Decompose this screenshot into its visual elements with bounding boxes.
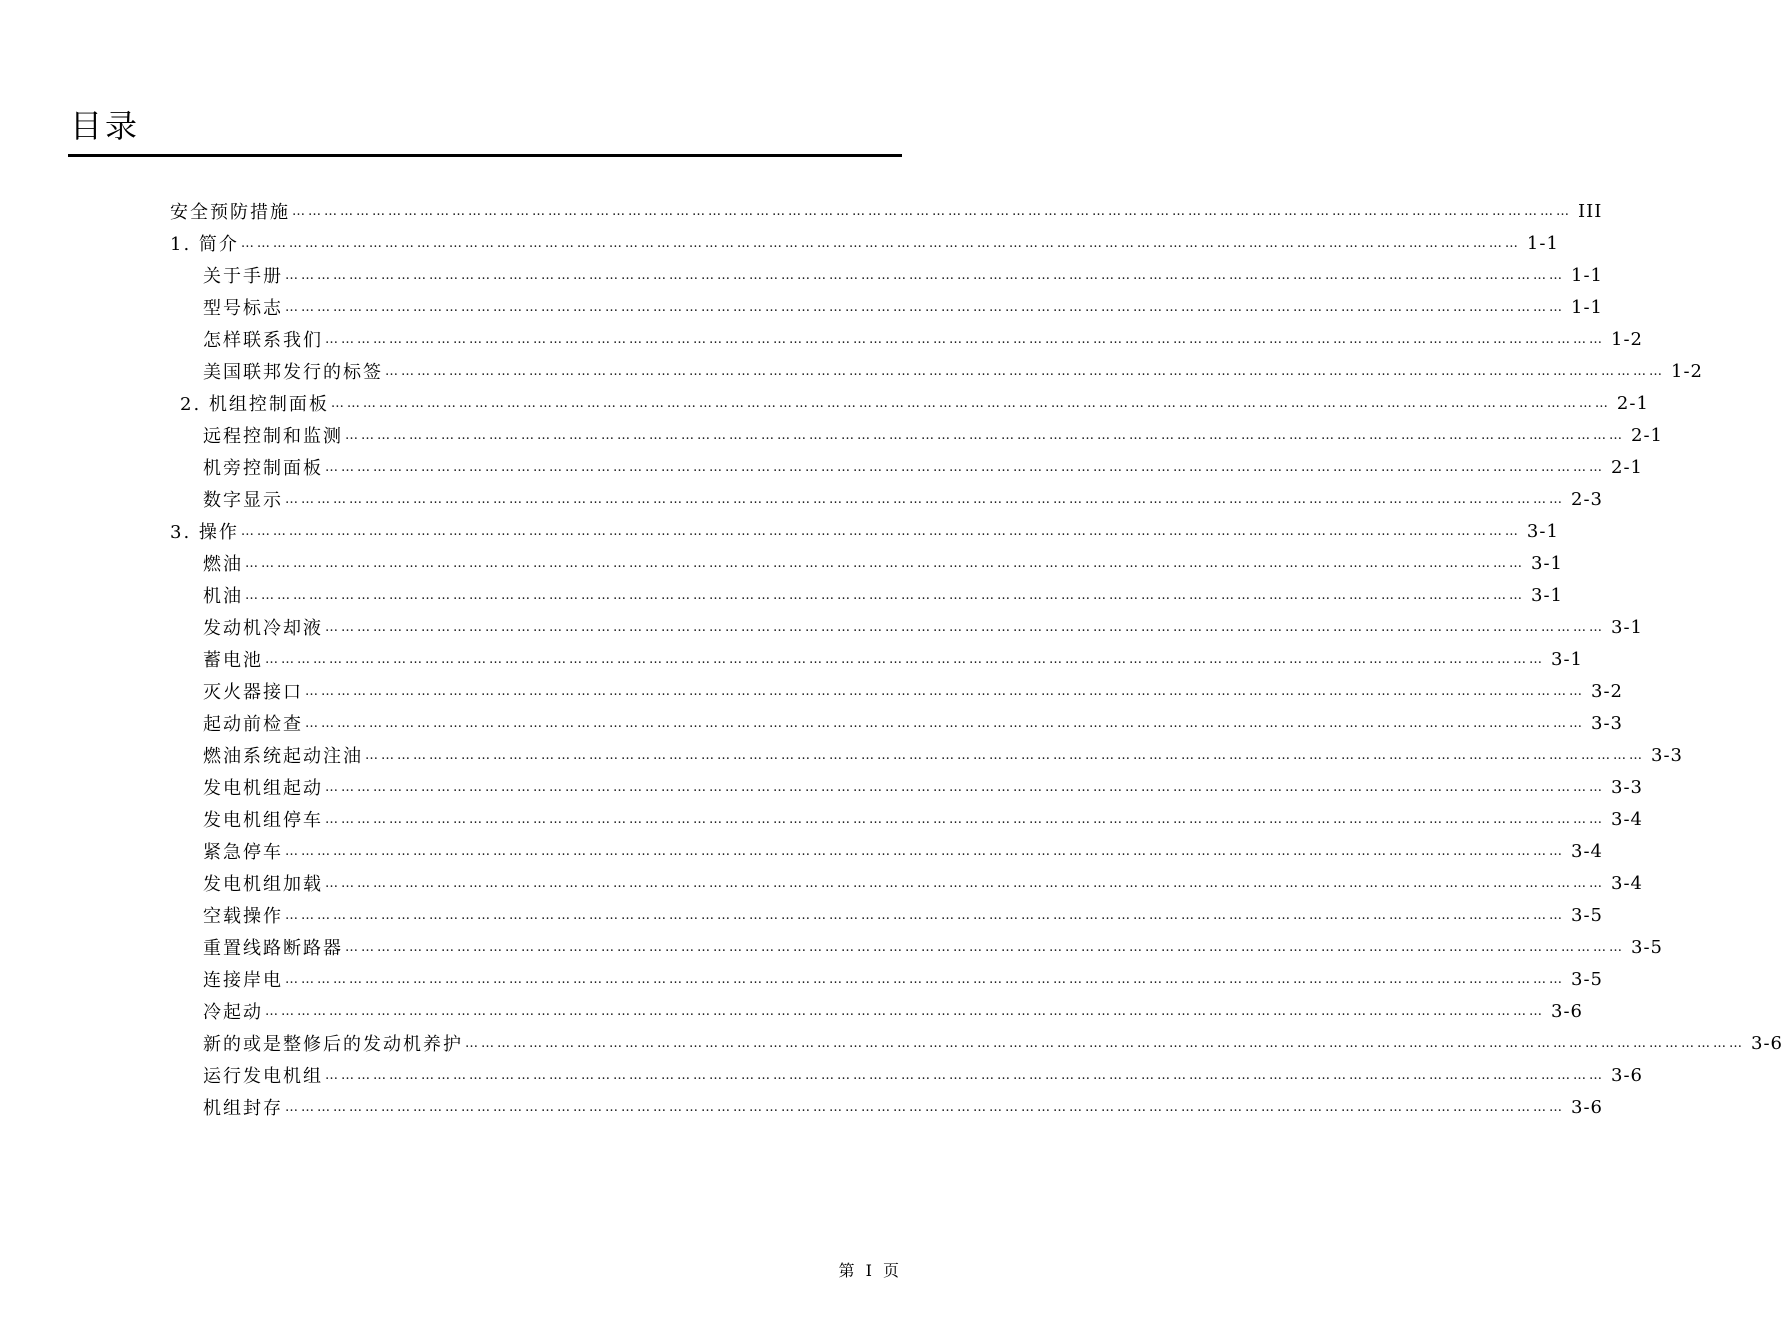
toc-entry[interactable] [203, 581, 1563, 609]
toc-entry-label: 数字显示 [203, 490, 283, 511]
toc-entry-page: 3-3 [1651, 744, 1683, 766]
toc-entry-label: 灭火器接口 [203, 682, 303, 703]
toc-entry[interactable] [170, 517, 1559, 545]
toc-entry[interactable] [203, 613, 1643, 641]
toc-entry-page: 1-2 [1611, 328, 1643, 350]
toc-entry[interactable] [203, 709, 1623, 737]
toc-entry-page: 3-2 [1591, 680, 1623, 702]
toc-dot-leader: …………………………………………………………………………………………………………………………………………………………………………………………………………………… [345, 939, 1625, 955]
toc-entry-page: 3-1 [1531, 552, 1563, 574]
toc-dot-leader: …………………………………………………………………………………………………………………………………………………………………………………………………………………… [285, 907, 1565, 923]
toc-entry-page: 2-1 [1616, 392, 1649, 414]
toc-entry-label: 机组封存 [203, 1098, 283, 1119]
toc-entry-page: 3-4 [1611, 808, 1643, 830]
toc-dot-leader: …………………………………………………………………………………………………………………………………………………………………………………………………………………… [325, 811, 1605, 827]
toc-entry[interactable] [203, 453, 1643, 481]
toc-dot-leader: …………………………………………………………………………………………………………………………………………………………………………………………………………………… [305, 715, 1585, 731]
toc-entry[interactable] [203, 325, 1643, 353]
toc-entry-page: 3-5 [1571, 904, 1603, 926]
toc-entry-label: 发电机组停车 [203, 810, 323, 831]
toc-dot-leader: …………………………………………………………………………………………………………………………………………………………………………………………………………………… [325, 1067, 1605, 1083]
toc-dot-leader: …………………………………………………………………………………………………………………………………………………………………………………………………………………… [240, 235, 1521, 251]
toc-entry-label: 1. 简介 [170, 234, 239, 255]
toc-entry[interactable] [203, 741, 1683, 769]
toc-entry[interactable] [203, 997, 1583, 1025]
toc-entry-label: 3. 操作 [170, 522, 239, 543]
toc-entry-label: 起动前检查 [203, 714, 303, 735]
toc-dot-leader: …………………………………………………………………………………………………………………………………………………………………………………………………………………… [285, 843, 1565, 859]
toc-dot-leader: …………………………………………………………………………………………………………………………………………………………………………………………………………………… [292, 203, 1572, 219]
toc-entry[interactable] [203, 1061, 1643, 1089]
toc-dot-leader: …………………………………………………………………………………………………………………………………………………………………………………………………………………… [265, 651, 1545, 667]
toc-entry-page: 3-1 [1611, 616, 1643, 638]
toc-entry-label: 关于手册 [203, 266, 283, 287]
toc-entry-label: 远程控制和监测 [203, 426, 343, 447]
toc-entry-label: 重置线路断路器 [203, 938, 343, 959]
toc-entry-page: 2-1 [1611, 456, 1643, 478]
title-divider [68, 154, 902, 157]
toc-entry-page: 3-4 [1571, 840, 1603, 862]
toc-dot-leader: …………………………………………………………………………………………………………………………………………………………………………………………………………………… [285, 299, 1565, 315]
toc-entry-page: 1-1 [1571, 296, 1603, 318]
toc-dot-leader: …………………………………………………………………………………………………………………………………………………………………………………………………………………… [325, 459, 1605, 475]
toc-entry[interactable] [203, 293, 1603, 321]
toc-entry-label: 发电机组起动 [203, 778, 323, 799]
toc-dot-leader: …………………………………………………………………………………………………………………………………………………………………………………………………………………… [325, 619, 1605, 635]
toc-entry[interactable] [203, 933, 1663, 961]
toc-entry[interactable] [203, 1093, 1603, 1121]
toc-entry[interactable] [203, 805, 1643, 833]
toc-entry[interactable] [203, 421, 1663, 449]
toc-entry-page: 3-3 [1591, 712, 1623, 734]
toc-entry-label: 蓄电池 [203, 650, 263, 671]
toc-entry-page: 1-1 [1571, 264, 1603, 286]
toc-entry-page: 3-5 [1631, 936, 1663, 958]
toc-entry-label: 空载操作 [203, 906, 283, 927]
toc-dot-leader: …………………………………………………………………………………………………………………………………………………………………………………………………………………… [345, 427, 1625, 443]
toc-dot-leader: …………………………………………………………………………………………………………………………………………………………………………………………………………………… [325, 779, 1605, 795]
toc-entry-label: 型号标志 [203, 298, 283, 319]
toc-entry[interactable] [170, 229, 1559, 257]
toc-entry[interactable] [203, 1029, 1783, 1057]
toc-dot-leader: …………………………………………………………………………………………………………………………………………………………………………………………………………………… [325, 331, 1605, 347]
toc-entry-label: 紧急停车 [203, 842, 283, 863]
toc-entry-page: 3-6 [1751, 1032, 1783, 1054]
toc-entry[interactable] [203, 965, 1603, 993]
toc-dot-leader: …………………………………………………………………………………………………………………………………………………………………………………………………………………… [365, 747, 1645, 763]
toc-entry-label: 发动机冷却液 [203, 618, 323, 639]
toc-dot-leader: …………………………………………………………………………………………………………………………………………………………………………………………………………………… [240, 523, 1521, 539]
toc-entry-label: 机旁控制面板 [203, 458, 323, 479]
page-number: 第 I 页 [838, 1261, 902, 1280]
toc-entry-label: 美国联邦发行的标签 [203, 362, 383, 383]
toc-entry-label: 发电机组加载 [203, 874, 323, 895]
toc-entry-page: 1-1 [1526, 232, 1559, 254]
toc-dot-leader: …………………………………………………………………………………………………………………………………………………………………………………………………………………… [265, 1003, 1545, 1019]
toc-entry-page: 3-1 [1551, 648, 1583, 670]
toc-entry[interactable] [203, 357, 1703, 385]
toc-entry[interactable] [170, 197, 1603, 225]
page-title: 目录 [70, 107, 141, 145]
toc-entry-page: 2-1 [1631, 424, 1663, 446]
toc-entry-page: 1-2 [1671, 360, 1703, 382]
toc-entry-page: 3-5 [1571, 968, 1603, 990]
toc-entry[interactable] [203, 773, 1643, 801]
toc-dot-leader: …………………………………………………………………………………………………………………………………………………………………………………………………………………… [385, 363, 1665, 379]
toc-entry-label: 燃油 [203, 554, 243, 575]
toc-entry[interactable] [180, 389, 1649, 417]
toc-entry[interactable] [203, 645, 1583, 673]
toc-entry-page: 3-3 [1611, 776, 1643, 798]
toc-entry-page: 3-6 [1611, 1064, 1643, 1086]
toc-entry[interactable] [203, 677, 1623, 705]
toc-entry-label: 2. 机组控制面板 [180, 394, 329, 415]
toc-entry[interactable] [203, 901, 1603, 929]
toc-entry-label: 燃油系统起动注油 [203, 746, 363, 767]
toc-entry-label: 连接岸电 [203, 970, 283, 991]
toc-entry-page: 3-6 [1551, 1000, 1583, 1022]
toc-entry-label: 新的或是整修后的发动机养护 [203, 1034, 463, 1055]
toc-dot-leader: …………………………………………………………………………………………………………………………………………………………………………………………………………………… [305, 683, 1585, 699]
toc-entry-label: 机油 [203, 586, 243, 607]
toc-dot-leader: …………………………………………………………………………………………………………………………………………………………………………………………………………………… [245, 555, 1525, 571]
toc-dot-leader: …………………………………………………………………………………………………………………………………………………………………………………………………………………… [245, 587, 1525, 603]
toc-entry-page: 3-1 [1526, 520, 1559, 542]
toc-entry-page: 3-1 [1531, 584, 1563, 606]
toc-entry-label: 怎样联系我们 [203, 330, 323, 351]
toc-dot-leader: …………………………………………………………………………………………………………………………………………………………………………………………………………………… [325, 875, 1605, 891]
toc-dot-leader: …………………………………………………………………………………………………………………………………………………………………………………………………………………… [285, 267, 1565, 283]
toc-dot-leader: …………………………………………………………………………………………………………………………………………………………………………………………………………………… [285, 491, 1565, 507]
toc-entry-page: 3-4 [1611, 872, 1643, 894]
toc-dot-leader: …………………………………………………………………………………………………………………………………………………………………………………………………………………… [465, 1035, 1745, 1051]
toc-entry[interactable] [203, 869, 1643, 897]
toc-entry-label: 安全预防措施 [170, 202, 290, 223]
toc-entry[interactable] [203, 549, 1563, 577]
toc-dot-leader: …………………………………………………………………………………………………………………………………………………………………………………………………………………… [285, 1099, 1565, 1115]
toc-entry-label: 运行发电机组 [203, 1066, 323, 1087]
toc-entry-page: 3-6 [1571, 1096, 1603, 1118]
toc-dot-leader: …………………………………………………………………………………………………………………………………………………………………………………………………………………… [330, 395, 1611, 411]
toc-entry-label: 冷起动 [203, 1002, 263, 1023]
toc-dot-leader: …………………………………………………………………………………………………………………………………………………………………………………………………………………… [285, 971, 1565, 987]
toc-entry[interactable] [203, 261, 1603, 289]
toc-entry[interactable] [203, 837, 1603, 865]
toc-entry[interactable] [203, 485, 1603, 513]
toc-entry-page: 2-3 [1571, 488, 1603, 510]
toc-entry-page: III [1578, 200, 1603, 222]
